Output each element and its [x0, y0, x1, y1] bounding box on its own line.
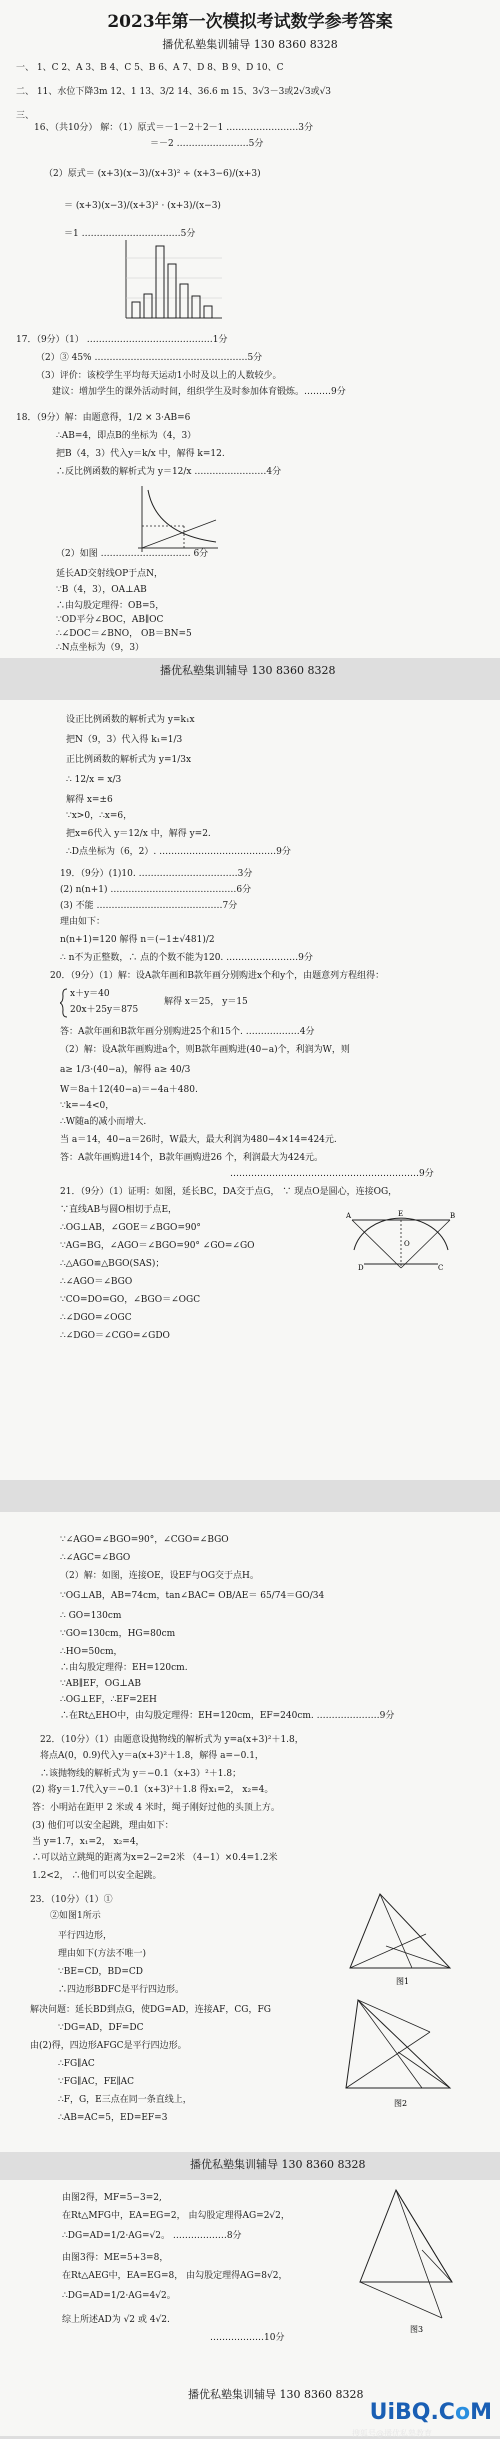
- q21-line: ∵CO=DO=GO，∠BGO＝∠OGC: [60, 1295, 201, 1305]
- q20-equation: x＋y＝40: [70, 989, 110, 999]
- q22-line: 当 y=1.7，x₁=2， x₂=4，: [32, 1837, 145, 1847]
- q17-line: （3）评价：该校学生平均每天运动1小时及以上的人数较少。: [36, 371, 282, 381]
- q18-continued-line: ∴D点坐标为（6，2）. …………………………………9分: [66, 847, 291, 857]
- q20-line: 20．（9分）（1）解：设A款年画和B款年画分别购进x个和y个，由题意列方程组得：: [50, 971, 385, 981]
- q18-line: （2）如图 ………………………… 6分: [56, 549, 209, 559]
- page-footer: 播优私塾集训辅导 130 8360 8328: [160, 664, 336, 677]
- q17-line: 17．（9分）（1） ……………………………………1分: [16, 335, 228, 345]
- q18-continued-line: 把x=6代入 y＝12/x 中，解得 y=2.: [66, 829, 211, 839]
- q21-line: 21．（9分）（1）证明：如图，延长BC，DA交于点G， ∵ 现点O是圆心，连接OG，: [60, 1187, 398, 1197]
- q20-solution: 解得 x＝25， y＝15: [164, 997, 248, 1007]
- q18-line: 18．（9分）解：由题意得，1/2 × 3·AB=6: [16, 413, 191, 423]
- q23-figure-2: [338, 1992, 458, 2112]
- q18-continued-line: ∴ 12/x = x/3: [66, 775, 122, 785]
- q21-continued-line: （2）解：如图，连接OE，设EF与OG交于点H。: [60, 1571, 259, 1581]
- q22-line: 将点A(0，0.9)代入y＝a(x+3)²＋1.8，解得 a=−0.1，: [40, 1751, 264, 1761]
- q18-line: ∴AB=4，即点B的坐标为（4，3）: [56, 431, 197, 441]
- q20-line: a≥ 1/3·(40−a)，解得 a≥ 40/3: [60, 1065, 191, 1075]
- fig21-label: C: [438, 1264, 444, 1272]
- q19-line: n(n+1)=120 解得 n＝(−1±√481)/2: [60, 935, 215, 945]
- q22-line: ∴可以站立跳绳的距离为x=2−2=2米 （4−1）×0.4=1.2米: [32, 1853, 278, 1863]
- q21-continued-line: ∴在Rt△EHO中，由勾股定理得：EH=120cm，EF=240cm. …………………9分: [60, 1711, 395, 1721]
- q20-line: 当 a＝14，40−a＝26时，W最大，最大利润为480−4×14=424元.: [60, 1135, 337, 1145]
- q19-line: (3) 不能 ……………………………………7分: [60, 901, 238, 911]
- q23-continued-line: 由图3得：ME=5+3=8，: [62, 2253, 169, 2263]
- q21-continued-line: ∵OG⊥AB，AB=74cm，tan∠BAC= OB/AE＝ 65/74＝GO/34: [60, 1591, 325, 1601]
- page-subtitle: 播优私塾集训辅导 130 8360 8328: [162, 38, 338, 51]
- q18-continued-line: 设正比例函数的解析式为 y=k₁x: [66, 715, 195, 725]
- q23-continued-line: ∴DG=AD=1/2·AG=√2。 ………………8分: [62, 2231, 242, 2241]
- q23-continued-line: 在Rt△MFG中，EA=EG=2， 由勾股定理得AG=2√2，: [62, 2211, 290, 2221]
- q18-continued-line: 把N（9，3）代入得 k₁=1/3: [66, 735, 183, 745]
- q21-continued-line: ∴∠AGC=∠BGO: [60, 1553, 131, 1563]
- q18-continued-line: ∵x>0，∴x=6，: [66, 811, 133, 821]
- q19-line: 理由如下：: [60, 917, 106, 927]
- q23-line: ②如图1所示: [50, 1911, 101, 1921]
- q21-continued-line: ∴OG⊥EF，∴EF=2EH: [60, 1695, 157, 1705]
- answer-page-1: [0, 0, 500, 658]
- q23-continued-line: 综上所述AD为 √2 或 4√2.: [62, 2315, 170, 2325]
- q23-line: 23．（10分）（1）①: [30, 1895, 113, 1905]
- q21-line: ∵AG=BG，∠AGO＝∠BGO=90° ∠GO=∠GO: [60, 1241, 255, 1251]
- q16-line: ＝ (x+3)(x−3)/(x+3)² · (x+3)/(x−3): [64, 201, 221, 211]
- q16-line: ＝－2 ……………………5分: [150, 139, 264, 149]
- q23-line: 解决问题：延长BD到点G，使DG=AD，连接AF，CG，FG: [30, 2005, 271, 2015]
- q22-line: (3) 他们可以安全起跳，理由如下：: [32, 1821, 174, 1831]
- q18-line: ∴反比例函数的解析式为 y＝12/x ……………………4分: [56, 467, 282, 477]
- q22-line: 答：小明站在距甲 2 米或 4 米时，绳子刚好过他的头顶上方。: [32, 1803, 280, 1813]
- q20-equation-brace: [60, 988, 68, 1018]
- q21-continued-line: ∴ GO=130cm: [60, 1611, 122, 1621]
- q21-arc-figure: [346, 1206, 456, 1272]
- fig21-label: D: [358, 1264, 364, 1272]
- q20-line: 答：A款年画和B款年画分别购进25个和15个. ………………4分: [60, 1027, 315, 1037]
- q21-line: ∵直线AB与圆O相切于点E，: [60, 1205, 178, 1215]
- q23-line: ∵FG∥AC，FE∥AC: [58, 2077, 135, 2087]
- q22-line: 1.2<2， ∴他们可以安全起跳。: [32, 1871, 162, 1881]
- q23-line: ∵DG=AD，DF=DC: [58, 2023, 144, 2033]
- q21-continued-line: ∴HO=50cm，: [60, 1647, 123, 1657]
- site-watermark: [352, 2400, 492, 2438]
- page-footer: 播优私塾集训辅导 130 8360 8328: [190, 2158, 366, 2171]
- watermark-logo: UiBQ.CoM: [369, 2400, 492, 2425]
- q18-hyperbola-figure: [132, 484, 222, 556]
- q19-line: ∴ n不为正整数，∴ 点的个数不能为120. ……………………9分: [60, 953, 313, 963]
- q19-line: (2) n(n+1) ……………………………………6分: [60, 885, 252, 895]
- q23-line: ∴AB=AC=5，ED=EF=3: [58, 2113, 168, 2123]
- q18-line: ∵OD平分∠BOC，AB∥OC: [56, 615, 164, 625]
- q18-line: 把B（4，3）代入y＝k/x 中，解得 k=12.: [56, 449, 225, 459]
- q17-line: （2）③ 45% ……………………………………………5分: [36, 353, 263, 363]
- page-footer: 播优私塾集训辅导 130 8360 8328: [188, 2388, 364, 2401]
- q23-continued-line: 在Rt△AEG中，EA=EG=8， 由勾股定理得AG=8√2，: [62, 2271, 288, 2281]
- q20-line: 答：A款年画购进14个，B款年画购进26 个，利润最大为424元。: [60, 1153, 324, 1163]
- q20-line: ………………………………………………………9分: [230, 1169, 434, 1179]
- q21-continued-line: ∵AB∥EF，OG⊥AB: [60, 1679, 141, 1689]
- q23-line: ∵BE=CD，BD=CD: [58, 1967, 144, 1977]
- q21-line: ∴∠DGO=∠OGC: [60, 1313, 132, 1323]
- multiple-choice-answers: 一、 1、C 2、A 3、B 4、C 5、B 6、A 7、D 8、B 9、D 10、C: [16, 63, 284, 73]
- q23-line: ∴FG∥AC: [58, 2059, 95, 2069]
- q22-line: (2) 将y＝1.7代入y＝−0.1（x+3)²＋1.8 得x₁=2， x₂=4。: [32, 1785, 274, 1795]
- q18-continued-line: 解得 x=±6: [66, 795, 113, 805]
- figure-caption: 图2: [394, 2099, 408, 2108]
- q23-figure-3: [352, 2186, 462, 2336]
- answer-page-3: [0, 1512, 500, 2152]
- q21-continued-line: ∴由勾股定理得：EH=120cm.: [60, 1663, 188, 1673]
- q17-bar-chart-figure: [118, 236, 228, 326]
- answer-page-2: [0, 700, 500, 1480]
- q23-line: 由(2)得，四边形AFGC是平行四边形。: [30, 2041, 187, 2051]
- page-title: 2023年第一次模拟考试数学参考答案: [107, 12, 393, 32]
- q23-continued-line: ∴DG=AD=1/2·AG=4√2。: [62, 2291, 176, 2301]
- q21-continued-line: ∵GO=130cm，HG=80cm: [60, 1629, 176, 1639]
- fig21-label: O: [404, 1240, 410, 1248]
- q18-line: ∴N点坐标为（9，3）: [56, 643, 145, 653]
- fig21-label: E: [398, 1210, 404, 1218]
- q16-line: ＝1 ……………………………5分: [64, 229, 196, 239]
- q23-continued-line: ………………10分: [210, 2333, 285, 2343]
- q21-line: ∴△AGO≌△BGO(SAS)；: [60, 1259, 165, 1269]
- q23-figure-1: [346, 1890, 456, 1990]
- q18-line: ∴由勾股定理得：OB=5，: [56, 601, 165, 611]
- figure-caption: 图3: [410, 2325, 424, 2334]
- q18-line: ∵B（4，3），OA⊥AB: [56, 585, 147, 595]
- q23-continued-line: 由图2得，MF=5−3=2,: [62, 2193, 162, 2203]
- watermark-caption: 搜狐号@播优私塾教育: [352, 2429, 432, 2438]
- q20-equation: 20x＋25y＝875: [70, 1005, 139, 1015]
- q22-line: ∴该抛物线的解析式为 y＝−0.1（x+3）²＋1.8；: [40, 1769, 242, 1779]
- figure-caption: 图1: [396, 1977, 410, 1986]
- q21-line: ∴∠DGO＝∠CGO=∠GDO: [60, 1331, 170, 1341]
- q22-line: 22．（10分）（1）由题意设抛物线的解析式为 y=a(x+3)²＋1.8，: [40, 1735, 304, 1745]
- q23-line: 平行四边形，: [58, 1931, 113, 1941]
- q21-continued-line: ∵∠AGO=∠BGO=90°，∠CGO=∠BGO: [60, 1535, 229, 1545]
- q20-line: （2）解：设A款年画购进a个，则B款年画购进(40−a)个，利润为W，则: [60, 1045, 350, 1055]
- fig21-label: A: [346, 1212, 352, 1220]
- q16-line: 16、（共10分） 解：（1）原式＝－1－2＋2－1 ……………………3分: [34, 123, 313, 133]
- q23-line: 理由如下(方法不唯一): [58, 1949, 147, 1959]
- q21-line: ∴OG⊥AB，∠GOE＝∠BGO=90°: [60, 1223, 201, 1233]
- q21-line: ∴∠AGO＝∠BGO: [60, 1277, 133, 1287]
- q23-line: ∴F，G，E三点在同一条直线上，: [58, 2095, 192, 2105]
- q19-line: 19．（9分）(1)10. ……………………………3分: [60, 869, 253, 879]
- q16-line: （2）原式＝ (x+3)(x−3)/(x+3)² ÷ (x+3−6)/(x+3): [44, 169, 261, 179]
- q18-continued-line: 正比例函数的解析式为 y=1/3x: [66, 755, 192, 765]
- q17-line: 建议：增加学生的课外活动时间，组织学生及时参加体育锻炼。………9分: [52, 387, 346, 397]
- q18-line: ∴∠DOC＝∠BNO， OB＝BN=5: [56, 629, 192, 639]
- q20-line: ∵k=−4<0，: [60, 1101, 115, 1111]
- q20-line: W＝8a＋12(40−a)＝−4a＋480.: [60, 1085, 198, 1095]
- q18-line: 延长AD交射线OP于点N，: [56, 569, 164, 579]
- fig21-label: B: [450, 1212, 456, 1220]
- q23-line: ∴四边形BDFC是平行四边形。: [58, 1985, 184, 1995]
- fill-in-answers: 二、 11、水位下降3m 12、1 13、3/2 14、36.6 m 15、3√3－3或2√3或√3: [16, 87, 332, 97]
- q20-line: ∴W随a的减小而增大.: [60, 1117, 147, 1127]
- section-three-label: 三、: [16, 111, 35, 121]
